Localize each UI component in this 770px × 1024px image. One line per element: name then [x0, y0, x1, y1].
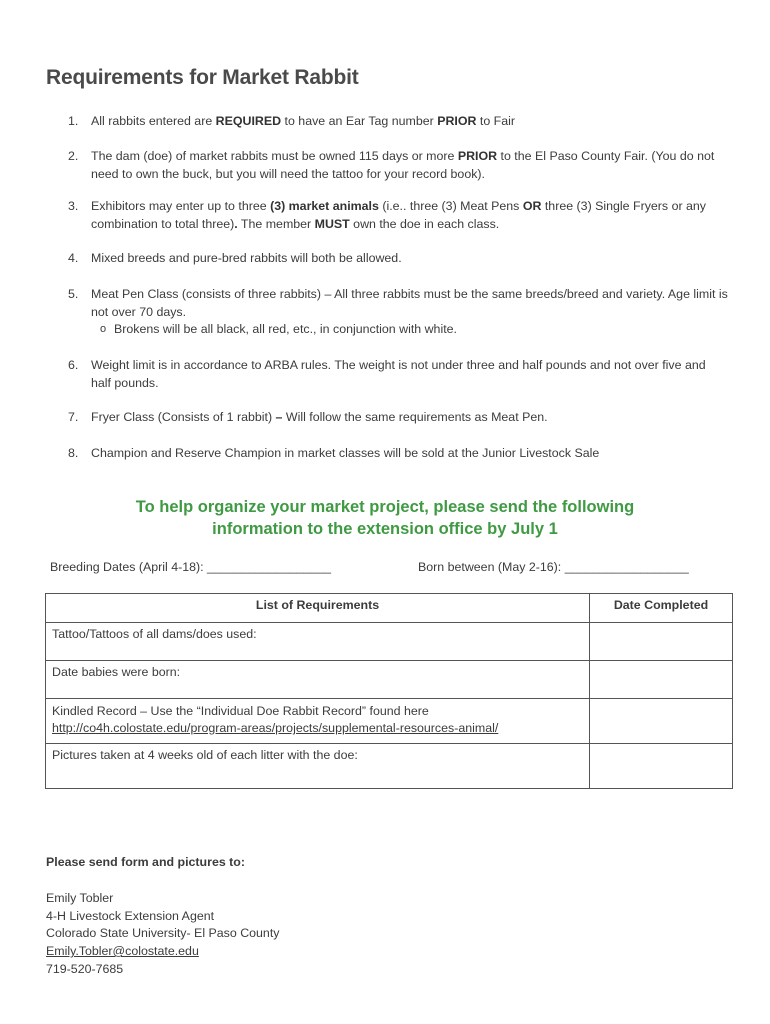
requirement-number: 3.	[68, 199, 79, 213]
requirement-item	[68, 198, 728, 233]
text-run: Mixed breeds and pure-bred rabbits will both be allowed.	[91, 251, 402, 265]
requirement-number: 5.	[68, 287, 79, 301]
text-run: to the El Paso County Fair. (You do not need to own the buck, but you will need the tattoo for your record book).	[91, 149, 715, 181]
send-to-heading: Please send form and pictures to:	[46, 855, 245, 869]
table-cell-date[interactable]	[590, 661, 733, 699]
table-cell-requirement	[46, 661, 590, 699]
requirement-text: Date babies were born:	[52, 665, 181, 679]
requirement-text: Tattoo/Tattoos of all dams/does used:	[52, 627, 257, 641]
contact-org: Colorado State University- El Paso County	[46, 926, 280, 941]
table-row	[46, 623, 733, 661]
text-run: to have an Ear Tag number	[281, 114, 438, 128]
text-run: All rabbits entered are	[91, 114, 216, 128]
text-run: own the doe in each class.	[349, 216, 500, 231]
table-row	[46, 699, 733, 744]
contact-name: Emily Tobler	[46, 891, 114, 905]
requirement-number: 6.	[68, 358, 79, 372]
requirement-text	[91, 445, 728, 463]
page-title: Requirements for Market Rabbit	[46, 66, 359, 89]
requirement-text: Pictures taken at 4 weeks old of each litter with the doe:	[52, 748, 358, 762]
requirement-text	[91, 250, 728, 268]
emphasis-text: (3) market animals	[270, 199, 379, 213]
subitem-text: Brokens will be all black, all red, etc., in conjunction with white.	[114, 322, 457, 336]
requirement-text	[91, 409, 728, 427]
table-cell-date[interactable]	[590, 623, 733, 661]
requirement-number: 2.	[68, 149, 79, 163]
requirement-text	[91, 286, 728, 321]
requirement-item	[68, 445, 728, 463]
text-run: Fryer Class (Consists of 1 rabbit)	[91, 410, 276, 424]
callout-line-1: To help organize your market project, please send the following	[135, 498, 635, 516]
table-row	[46, 661, 733, 699]
table-cell-requirement	[46, 699, 590, 744]
requirement-number: 4.	[68, 251, 79, 265]
requirement-text	[91, 357, 728, 392]
requirement-text	[91, 148, 728, 183]
requirement-number: 1.	[68, 114, 79, 128]
emphasis-text: REQUIRED	[215, 114, 282, 128]
table-cell-requirement	[46, 744, 590, 789]
table-header-requirements: List of Requirements	[46, 594, 590, 623]
text-run: Weight limit is in accordance to ARBA rules. The weight is not under three and half pounds and not over five and half pounds.	[91, 358, 706, 390]
requirement-item	[68, 113, 728, 131]
table-header-date-completed: Date Completed	[590, 594, 733, 623]
text-run: to Fair	[476, 114, 516, 128]
contact-phone: 719-520-7685	[46, 961, 124, 976]
emphasis-text: .	[234, 216, 238, 231]
text-run: Exhibitors may enter up to three	[91, 199, 271, 213]
requirement-item	[68, 409, 728, 427]
requirement-item	[68, 357, 728, 392]
contact-email-link[interactable]: Emily.Tobler@colostate.edu	[46, 944, 199, 959]
requirement-text: Kindled Record – Use the “Individual Doe Rabbit Record” found here	[52, 704, 429, 718]
contact-block	[46, 890, 279, 979]
table-cell-date[interactable]	[590, 699, 733, 744]
emphasis-text: OR	[522, 199, 542, 213]
callout-heading	[60, 496, 710, 540]
requirement-item	[68, 286, 728, 339]
requirement-item	[68, 250, 728, 268]
table-cell-date[interactable]	[590, 744, 733, 789]
text-run: Meat Pen Class (consists of three rabbits) – All three rabbits must be the same breeds/breed and variety. Age limit is not over 70 days.	[91, 287, 728, 319]
breeding-dates-field[interactable]: Breeding Dates (April 4-18): __________________	[50, 560, 332, 574]
table-row	[46, 744, 733, 789]
text-run: Will follow the same requirements as Meat Pen.	[282, 410, 548, 424]
requirement-subitem	[100, 321, 728, 339]
emphasis-text: –	[275, 410, 283, 424]
requirement-number: 8.	[68, 446, 79, 460]
born-between-field[interactable]: Born between (May 2-16): __________________	[418, 560, 689, 574]
requirement-number: 7.	[68, 410, 79, 424]
supplemental-resources-link[interactable]: http://co4h.colostate.edu/program-areas/projects/supplemental-resources-animal/	[52, 721, 499, 735]
text-run: The member	[237, 216, 315, 231]
requirement-item	[68, 148, 728, 183]
text-run: (i.e.. three (3) Meat Pens	[378, 199, 523, 213]
requirements-table	[45, 593, 733, 789]
emphasis-text: PRIOR	[437, 114, 477, 128]
callout-line-2: information to the extension office by July 1	[212, 520, 558, 538]
table-cell-requirement	[46, 623, 590, 661]
text-run: The dam (doe) of market rabbits must be owned 115 days or more	[91, 149, 458, 163]
text-run: Champion and Reserve Champion in market classes will be sold at the Junior Livestock Sale	[91, 446, 600, 460]
circle-bullet-icon: o	[100, 323, 107, 335]
requirement-text	[91, 198, 728, 233]
requirement-text	[91, 113, 728, 131]
emphasis-text: MUST	[314, 216, 350, 231]
text-run: three (3) Single Fryers or any combination to total three)	[91, 199, 707, 231]
contact-role: 4-H Livestock Extension Agent	[46, 908, 215, 923]
emphasis-text: PRIOR	[457, 149, 498, 163]
